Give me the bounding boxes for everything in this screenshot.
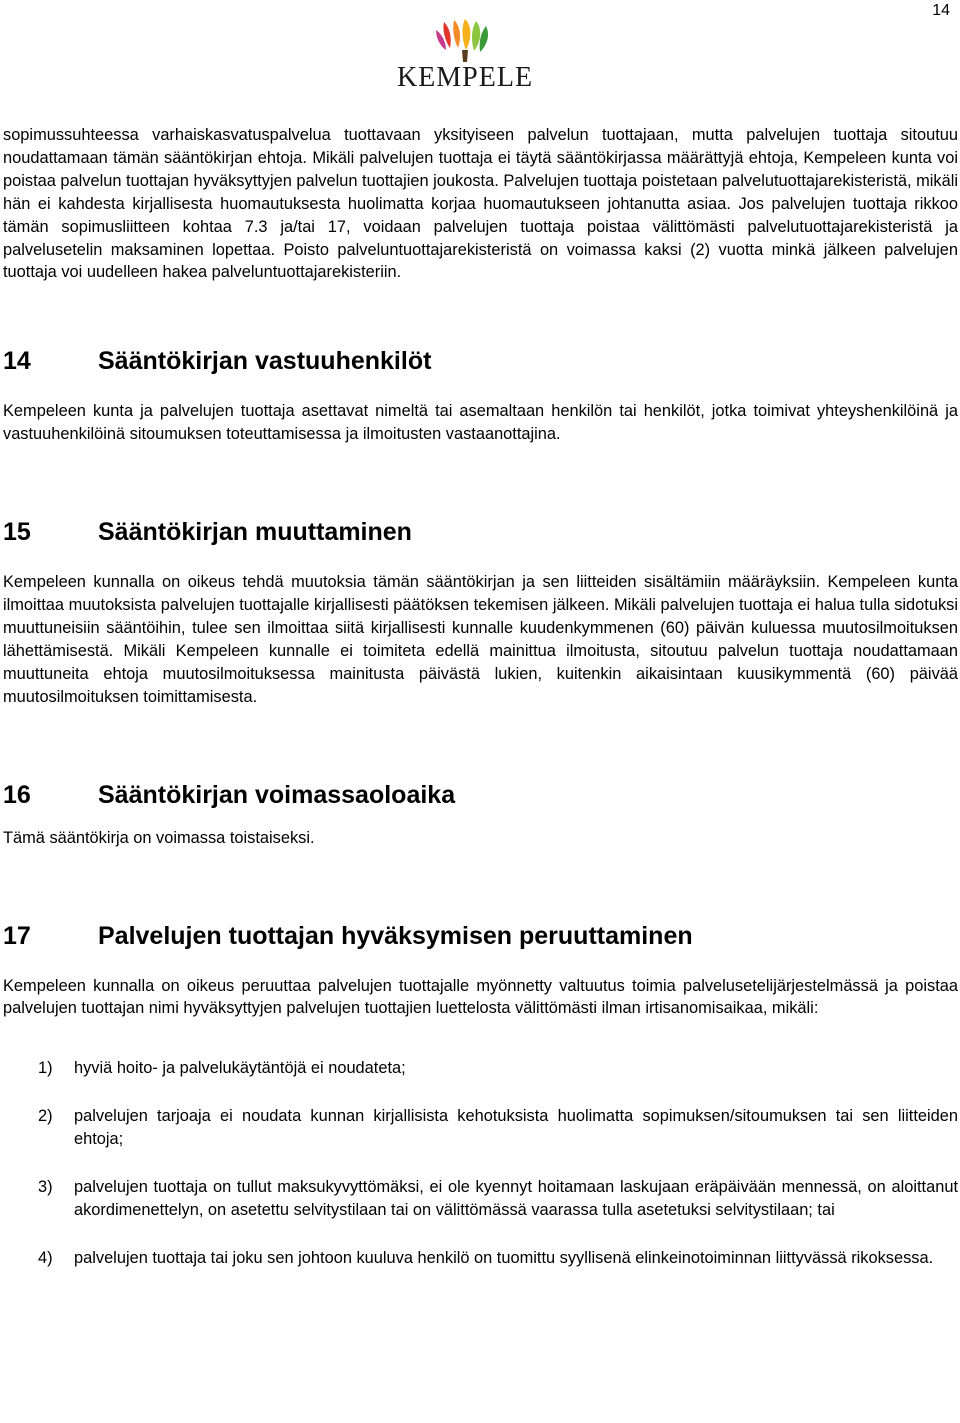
list-item-text: palvelujen tuottaja on tullut maksukyvyttömäksi, ei ole kyennyt hoitamaan laskujaan eräpäivään mennessä, on aloittanut akordimenettelyn, on asetettu selvitystilaan tai on välittömässä vaarassa tulla asetetuksi selvitystilaan; tai xyxy=(74,1178,958,1219)
intro-paragraph: sopimussuhteessa varhaiskasvatuspalvelua tuottavaan yksityiseen palvelun tuottajaan, mutta palvelujen tuottaja sitoutuu noudattamaan tämän sääntökirjan ehtoja. Mikäli palvelujen tuottaja ei täytä sääntökirjassa määrättyjä ehtoja, Kempeleen kunta voi poistaa palvelun tuottajan hyväksyttyjen palvelun tuottajien joukosta. Palvelujen tuottaja poistetaan palvelutuottajarekisteristä, mikäli hän ei kahdesta kirjallisesta huomautuksesta huolimatta korjaa huomautukseen johtanutta asiaa. Jos palvelujen tuottaja rikkoo tämän sopimusliitteen kohtaa 7.3 ja/tai 17, voidaan palvelujen tuottaja poistaa välittömästi palvelutuottajarekisteristä ja palvelusetelin maksaminen lopettaa. Poisto palveluntuottajarekisteristä on voimassa kaksi (2) vuotta minkä jälkeen palvelujen tuottaja voi uudelleen hakea palveluntuottajarekisteriin. xyxy=(3,126,958,282)
kempele-tree-icon xyxy=(384,18,546,64)
list-item-text: hyviä hoito- ja palvelukäytäntöjä ei noudateta; xyxy=(74,1059,406,1078)
list-item xyxy=(3,1057,958,1080)
list-item-marker: 3) xyxy=(38,1178,53,1197)
list-item-marker: 4) xyxy=(38,1248,53,1267)
section-number: 14 xyxy=(3,347,31,376)
kempele-logo-text: KEMPELE xyxy=(396,62,534,93)
revocation-conditions-list xyxy=(3,1057,958,1269)
section-title: Sääntökirjan vastuuhenkilöt xyxy=(98,347,432,376)
list-item xyxy=(3,1176,958,1222)
section-heading-14 xyxy=(3,346,958,376)
section-body-16: Tämä sääntökirja on voimassa toistaiseksi. xyxy=(3,828,315,847)
section-heading-16 xyxy=(3,780,958,810)
section-title: Sääntökirjan voimassaoloaika xyxy=(98,780,456,809)
list-item-marker: 2) xyxy=(38,1107,53,1126)
section-heading-17 xyxy=(3,921,958,951)
section-body-15: Kempeleen kunnalla on oikeus tehdä muutoksia tämän sääntökirjan ja sen liitteiden sisältämiin määräyksiin. Kempeleen kunta ilmoittaa muutoksista palvelujen tuottajalle kirjallisesti päätöksen tekemisen jälkeen. Mikäli palvelujen tuottaja ei halua tulla sidotuksi muuttuneisiin sääntöihin, tulee sen ilmoittaa siitä kirjallisesti kunnalle kuudenkymmenen (60) päivän kuluessa muutosilmoituksen lähettämisestä. Mikäli Kempeleen kunnalle ei toimiteta edellä mainittua ilmoitusta, sitoutuu palvelun tuottaja noudattamaan muuttuneita ehtoja muutosilmoituksessa mainitusta päivästä lukien, kuitenkin aikaisintaan kuusikymmentä (60) päivää muutosilmoituksen toimittamisesta. xyxy=(3,573,958,706)
document-body xyxy=(3,124,958,1295)
section-number: 17 xyxy=(3,921,31,950)
section-heading-15 xyxy=(3,517,958,547)
list-item-text: palvelujen tarjoaja ei noudata kunnan kirjallisista kehotuksista huolimatta sopimuksen/sitoumuksen tai sen liitteiden ehtoja; xyxy=(74,1107,958,1149)
section-number: 15 xyxy=(3,518,31,547)
list-item-marker: 1) xyxy=(38,1059,53,1078)
section-title: Sääntökirjan muuttaminen xyxy=(98,518,412,547)
list-item xyxy=(3,1105,958,1151)
section-number: 16 xyxy=(3,780,31,809)
list-item xyxy=(3,1247,958,1270)
section-body-14: Kempeleen kunta ja palvelujen tuottaja asettavat nimeltä tai asemaltaan henkilön tai henkilöt, jotka toimivat yhteyshenkilöinä ja vastuuhenkilöinä sitoumuksen toteuttamisessa ja ilmoitusten vastaanottajina. xyxy=(3,402,958,444)
kempele-logo xyxy=(384,18,546,94)
page-number: 14 xyxy=(932,2,950,19)
section-body-17: Kempeleen kunnalla on oikeus peruuttaa palvelujen tuottajalle myönnetty valtuutus toimia palvelusetelijärjestelmässä ja poistaa palvelujen tuottajan nimi hyväksyttyjen palvelujen tuottajien luettelosta välittömästi ilman irtisanomisaikaa, mikäli: xyxy=(3,976,958,1018)
list-item-text: palvelujen tuottaja tai joku sen johtoon kuuluva henkilö on tuomittu syyllisenä elinkeinotoiminnan liittyvässä rikoksessa. xyxy=(74,1248,934,1267)
section-title: Palvelujen tuottajan hyväksymisen peruuttaminen xyxy=(98,921,693,950)
